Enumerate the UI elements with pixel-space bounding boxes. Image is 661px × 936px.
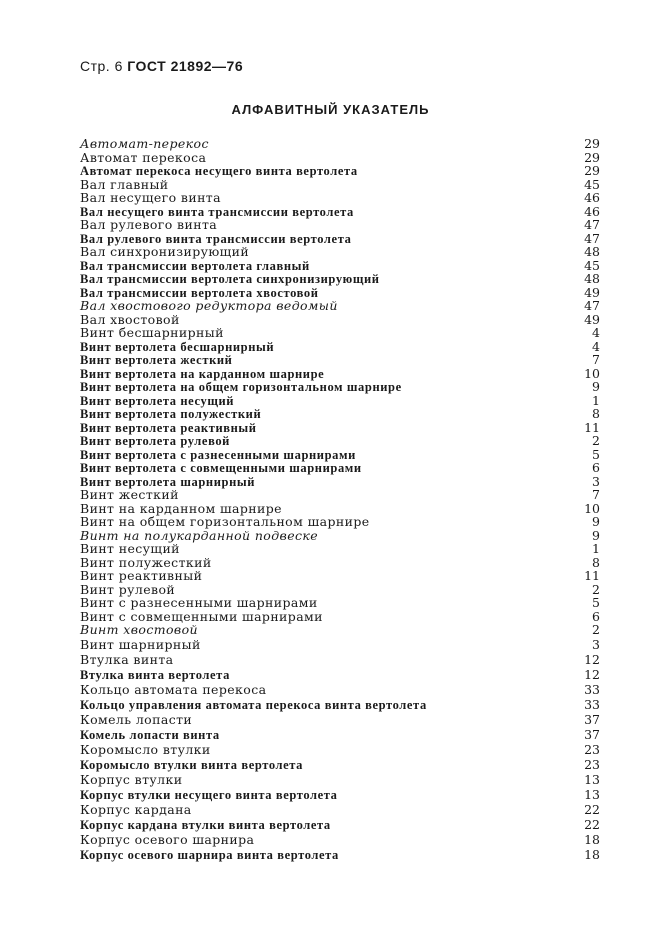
index-entry: [80, 757, 600, 772]
index-page-number: 3: [592, 473, 600, 489]
index-page-number: 45: [584, 176, 600, 192]
index-page-number: 18: [584, 846, 600, 862]
index-page-number: 9: [592, 527, 600, 543]
index-page-number: 4: [592, 325, 600, 340]
index-term: Вал хвостовой: [80, 311, 180, 327]
index-term: Винт на общем горизонтальном шарнире: [80, 514, 370, 529]
index-page-number: 7: [592, 352, 600, 367]
index-page-number: 5: [592, 446, 600, 462]
index-page-number: 11: [584, 419, 600, 435]
index-entry: [80, 832, 600, 847]
index-page-number: 29: [584, 149, 600, 165]
index-entry: [80, 742, 600, 757]
index-page-number: 49: [584, 311, 600, 327]
index-page-number: 23: [584, 756, 600, 772]
index-term: Винт вертолета несущий: [80, 393, 235, 408]
index-term: Винт хвостовой: [80, 622, 198, 637]
index-page-number: 3: [592, 636, 600, 652]
index-entry: [80, 787, 600, 802]
index-entry: [80, 421, 600, 435]
index-term: Винт вертолета бесшарнирный: [80, 339, 275, 354]
index-entry: [80, 353, 600, 367]
index-page-number: 33: [584, 696, 600, 712]
index-entry: [80, 515, 600, 529]
index-page-number: 6: [592, 460, 600, 475]
index-page-number: 6: [592, 608, 600, 624]
index-term: Корпус втулки: [80, 771, 183, 787]
index-entry: [80, 151, 600, 165]
index-entry: [80, 817, 600, 832]
index-page-number: 22: [584, 801, 600, 817]
index-page-number: 8: [592, 554, 600, 570]
index-page-number: 2: [592, 433, 600, 448]
standard-code: ГОСТ 21892—76: [127, 58, 244, 74]
index-term: Корпус втулки несущего винта вертолета: [80, 787, 338, 802]
index-page-number: 48: [584, 244, 600, 259]
index-page-number: 8: [592, 406, 600, 421]
index-term: Винт вертолета с совмещенными шарнирами: [80, 461, 362, 475]
index-term: Корпус осевого шарнира винта вертолета: [80, 847, 339, 862]
index-term: Винт вертолета с разнесенными шарнирами: [80, 447, 356, 462]
index-page-number: 5: [592, 595, 600, 610]
index-term: Вал синхронизирующий: [80, 244, 250, 259]
index-page-number: 37: [584, 711, 600, 727]
index-page-number: 12: [584, 666, 600, 682]
index-page-number: 23: [584, 741, 600, 757]
index-term: Вал трансмиссии вертолета синхронизирующий: [80, 272, 380, 286]
index-entry: [80, 556, 600, 570]
index-page-number: 22: [584, 816, 600, 832]
index-entry: [80, 326, 600, 340]
index-page-number: 1: [592, 392, 600, 408]
index-term: Винт на карданном шарнире: [80, 500, 282, 516]
index-entry: [80, 802, 600, 817]
index-term: Винт несущий: [80, 541, 180, 556]
index-entry: [80, 569, 600, 583]
index-entry: [80, 697, 600, 712]
index-term: Винт шарнирный: [80, 636, 201, 652]
index-term: Винт рулевой: [80, 581, 176, 597]
index-page-number: 46: [584, 203, 600, 219]
index-term: Комель лопасти винта: [80, 727, 220, 742]
page-title: АЛФАВИТНЫЙ УКАЗАТЕЛЬ: [231, 102, 430, 117]
index-entry: [80, 637, 600, 652]
index-entry: [80, 448, 600, 462]
index-page-number: 11: [584, 568, 600, 583]
index-entry: [80, 596, 600, 610]
index-term: Винт вертолета реактивный: [80, 420, 257, 435]
index-entry: [80, 623, 600, 637]
index-term: Винт вертолета рулевой: [80, 434, 230, 448]
index-entry: [80, 259, 600, 273]
index-entry: [80, 682, 600, 697]
index-term: Корпус кардана втулки винта вертолета: [80, 817, 331, 832]
index-entry: [80, 542, 600, 556]
page-header: [80, 58, 243, 74]
index-term: Кольцо управления автомата перекоса винта вертолета: [80, 697, 427, 712]
index-entry: [80, 461, 600, 475]
index-page-number: 45: [584, 257, 600, 273]
index-entry: [80, 529, 600, 543]
index-page-number: 37: [584, 726, 600, 742]
index-entry: [80, 583, 600, 597]
index-entry: [80, 286, 600, 300]
index-term: Винт вертолета на общем горизонтальном шарнире: [80, 380, 402, 394]
index-entry: [80, 137, 600, 151]
index-term: Коромысло втулки винта вертолета: [80, 757, 304, 772]
index-term: Винт на полукарданной подвеске: [80, 527, 319, 543]
index-term: Кольцо автомата перекоса: [80, 681, 267, 697]
index-page-number: 47: [584, 217, 600, 232]
index-entry: [80, 772, 600, 787]
index-term: Автомат перекоса несущего винта вертолета: [80, 164, 358, 178]
index-entry: [80, 847, 600, 862]
index-entry: [80, 394, 600, 408]
index-page-number: 9: [592, 514, 600, 529]
index-entry: [80, 667, 600, 682]
index-entry: [80, 610, 600, 624]
index-term: Вал трансмиссии вертолета главный: [80, 258, 310, 273]
index-entry: [80, 434, 600, 448]
index-term: Втулка винта вертолета: [80, 667, 230, 682]
index-term: Вал главный: [80, 176, 169, 192]
index-page-number: 33: [584, 681, 600, 697]
index-term: Вал хвостового редуктора ведомый: [80, 298, 338, 313]
index-entry: [80, 712, 600, 727]
index-page-number: 13: [584, 786, 600, 802]
index-term: Винт вертолета на карданном шарнире: [80, 366, 325, 381]
page-number: Стр. 6: [80, 58, 123, 74]
index-term: Автомат перекоса: [80, 149, 207, 165]
index-entry: [80, 313, 600, 327]
index-entry: [80, 340, 600, 354]
index-page-number: 10: [584, 365, 600, 381]
index-entry: [80, 232, 600, 246]
index-page-number: 2: [592, 581, 600, 597]
index-term: Винт с разнесенными шарнирами: [80, 595, 318, 610]
index-term: Втулка винта: [80, 651, 174, 667]
index-entry: [80, 218, 600, 232]
index-term: Винт реактивный: [80, 568, 203, 583]
index-page-number: 2: [592, 622, 600, 637]
index-page-number: 29: [584, 136, 600, 151]
index-term: Автомат-перекос: [80, 136, 209, 151]
index-entry: [80, 407, 600, 421]
index-entry: [80, 502, 600, 516]
index-entry: [80, 727, 600, 742]
index-term: Винт бесшарнирный: [80, 325, 224, 340]
index-page-number: 29: [584, 163, 600, 178]
index-page-number: 9: [592, 379, 600, 394]
index-entry: [80, 488, 600, 502]
index-term: Коромысло втулки: [80, 741, 211, 757]
index-term: Вал рулевого винта: [80, 217, 218, 232]
alphabetical-index: [80, 137, 600, 862]
index-term: Винт жесткий: [80, 487, 179, 502]
index-term: Винт полужесткий: [80, 554, 212, 570]
index-term: Вал рулевого винта трансмиссии вертолета: [80, 231, 352, 246]
index-page-number: 47: [584, 230, 600, 246]
index-entry: [80, 299, 600, 313]
index-term: Вал несущего винта трансмиссии вертолета: [80, 204, 354, 219]
index-page-number: 13: [584, 771, 600, 787]
index-entry: [80, 380, 600, 394]
index-entry: [80, 205, 600, 219]
index-entry: [80, 272, 600, 286]
index-page-number: 7: [592, 487, 600, 502]
index-entry: [80, 164, 600, 178]
index-entry: [80, 178, 600, 192]
index-page-number: 1: [592, 541, 600, 556]
index-entry: [80, 191, 600, 205]
index-term: Вал несущего винта: [80, 190, 221, 205]
index-page-number: 47: [584, 298, 600, 313]
index-page-number: 10: [584, 500, 600, 516]
index-term: Корпус осевого шарнира: [80, 831, 255, 847]
index-page-number: 48: [584, 271, 600, 286]
index-entry: [80, 245, 600, 259]
index-page-number: 46: [584, 190, 600, 205]
index-term: Вал трансмиссии вертолета хвостовой: [80, 285, 319, 300]
index-entry: [80, 475, 600, 489]
index-entry: [80, 367, 600, 381]
index-term: Комель лопасти: [80, 711, 193, 727]
index-page-number: 18: [584, 831, 600, 847]
index-term: Винт с совмещенными шарнирами: [80, 608, 323, 624]
index-term: Винт вертолета полужесткий: [80, 407, 262, 421]
index-page-number: 4: [592, 338, 600, 354]
index-page-number: 49: [584, 284, 600, 300]
index-term: Корпус кардана: [80, 801, 192, 817]
index-term: Винт вертолета жесткий: [80, 353, 233, 367]
index-term: Винт вертолета шарнирный: [80, 474, 256, 489]
index-page-number: 12: [584, 651, 600, 667]
index-entry: [80, 652, 600, 667]
